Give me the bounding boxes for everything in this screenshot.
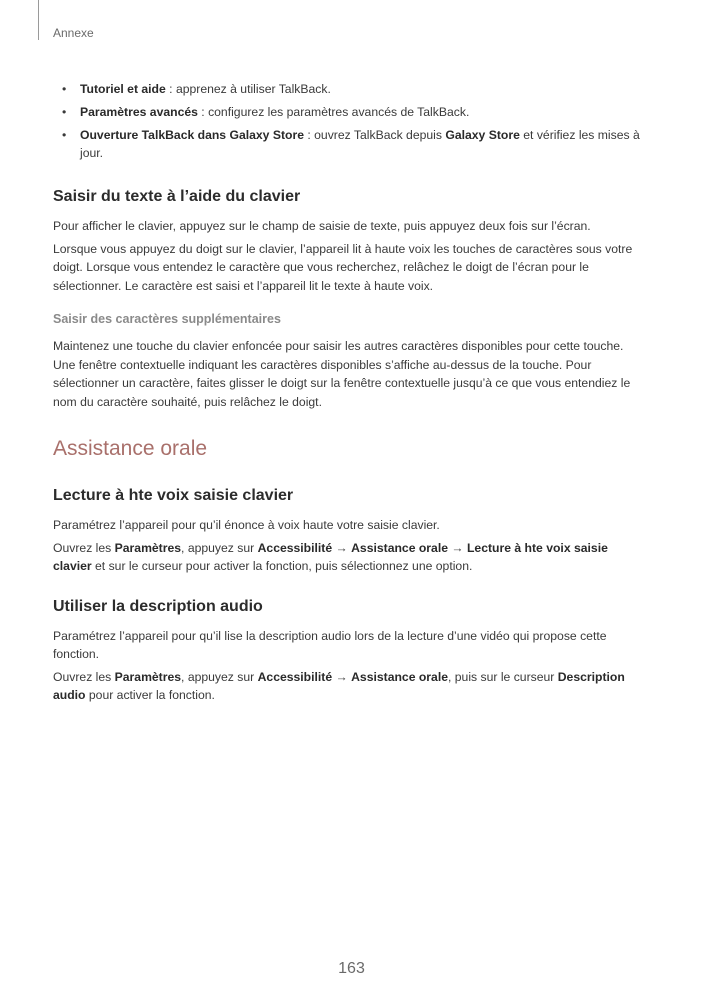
option-description: : apprenez à utiliser TalkBack. (165, 82, 331, 96)
lecture-heading: Lecture à hte voix saisie clavier (53, 487, 294, 504)
menu-path-item: Accessibilité (257, 540, 333, 555)
menu-path-item: Paramètres (114, 540, 182, 555)
menu-path-item: Lecture à hte voix saisie clavier (53, 540, 608, 573)
section-title: Assistance orale (53, 437, 208, 460)
extra-characters-paragraph: Maintenez une touche du clavier enfoncée pour saisir les autres caractères disponibles pour cette touche. Une fenêtre contextuelle indiquant les caractères disponibles s’affiche au-dessus de la touche. Pour sélectionner un caractère, faites glisser le doigt sur la fenêtre contextuelle jusqu’à ce que vous entendiez le nom du caractère souhaité, puis relâchez le doigt. (53, 339, 631, 409)
menu-path-item: Assistance orale (351, 669, 448, 684)
bullet-icon: • (62, 105, 67, 119)
option-name: Tutoriel et aide (80, 82, 166, 96)
audio-paragraph-2: Ouvrez les Paramètres, appuyez sur Accessibilité → Assistance orale, puis sur le curseur Description audio pour activer la fonction. (53, 669, 625, 702)
arrow-icon: → (332, 669, 352, 684)
page-content (53, 80, 643, 705)
arrow-icon: → (448, 540, 467, 555)
extra-characters-heading: Saisir des caractères supplémentaires (53, 312, 281, 326)
option-description: : configurez les paramètres avancés de TalkBack. (197, 105, 470, 119)
option-name: Paramètres avancés (80, 105, 198, 119)
list-item (53, 103, 643, 121)
arrow-icon: → (332, 540, 352, 555)
bullet-icon: • (62, 82, 67, 96)
option-description: : ouvrez TalkBack depuis (304, 128, 446, 142)
keyboard-paragraph-2: Lorsque vous appuyez du doigt sur le clavier, l’appareil lit à haute voix les touches de caractères sous votre doigt. Lorsque vous entendez le caractère que vous recherchez, relâchez le doigt de l’écran pour le sélectionner. Le caractère est saisi et l’appareil lit le texte à haute voix. (53, 241, 633, 293)
store-name: Galaxy Store (445, 128, 520, 142)
audio-paragraph-1: Paramétrez l’appareil pour qu’il lise la description audio lors de la lecture d’une vidéo qui propose cette fonction. (53, 628, 607, 661)
page-edge-rule (38, 0, 39, 40)
option-name: Ouverture TalkBack dans Galaxy Store (80, 128, 304, 142)
page-number: 163 (338, 960, 365, 977)
lecture-paragraph-2: Ouvrez les Paramètres, appuyez sur Accessibilité → Assistance orale → Lecture à hte voix saisie clavier et sur le curseur pour activer la fonction, puis sélectionnez une option. (53, 540, 608, 573)
audio-heading: Utiliser la description audio (53, 597, 263, 615)
running-header: Annexe (53, 26, 94, 40)
menu-path-item: Description audio (53, 669, 625, 702)
lecture-paragraph-1: Paramétrez l’appareil pour qu’il énonce à voix haute votre saisie clavier. (53, 518, 440, 532)
talkback-options-list (53, 80, 643, 162)
keyboard-paragraph-1: Pour afficher le clavier, appuyez sur le champ de saisie de texte, puis appuyez deux fois sur l’écran. (53, 219, 591, 233)
bullet-icon: • (62, 128, 67, 142)
menu-path-item: Paramètres (114, 669, 182, 684)
list-item (53, 126, 643, 162)
menu-path-item: Assistance orale (351, 540, 448, 555)
list-item (53, 80, 643, 98)
menu-path-item: Accessibilité (257, 669, 333, 684)
keyboard-heading: Saisir du texte à l’aide du clavier (53, 188, 301, 205)
option-description-end: et vérifiez les mises à jour. (80, 128, 640, 160)
